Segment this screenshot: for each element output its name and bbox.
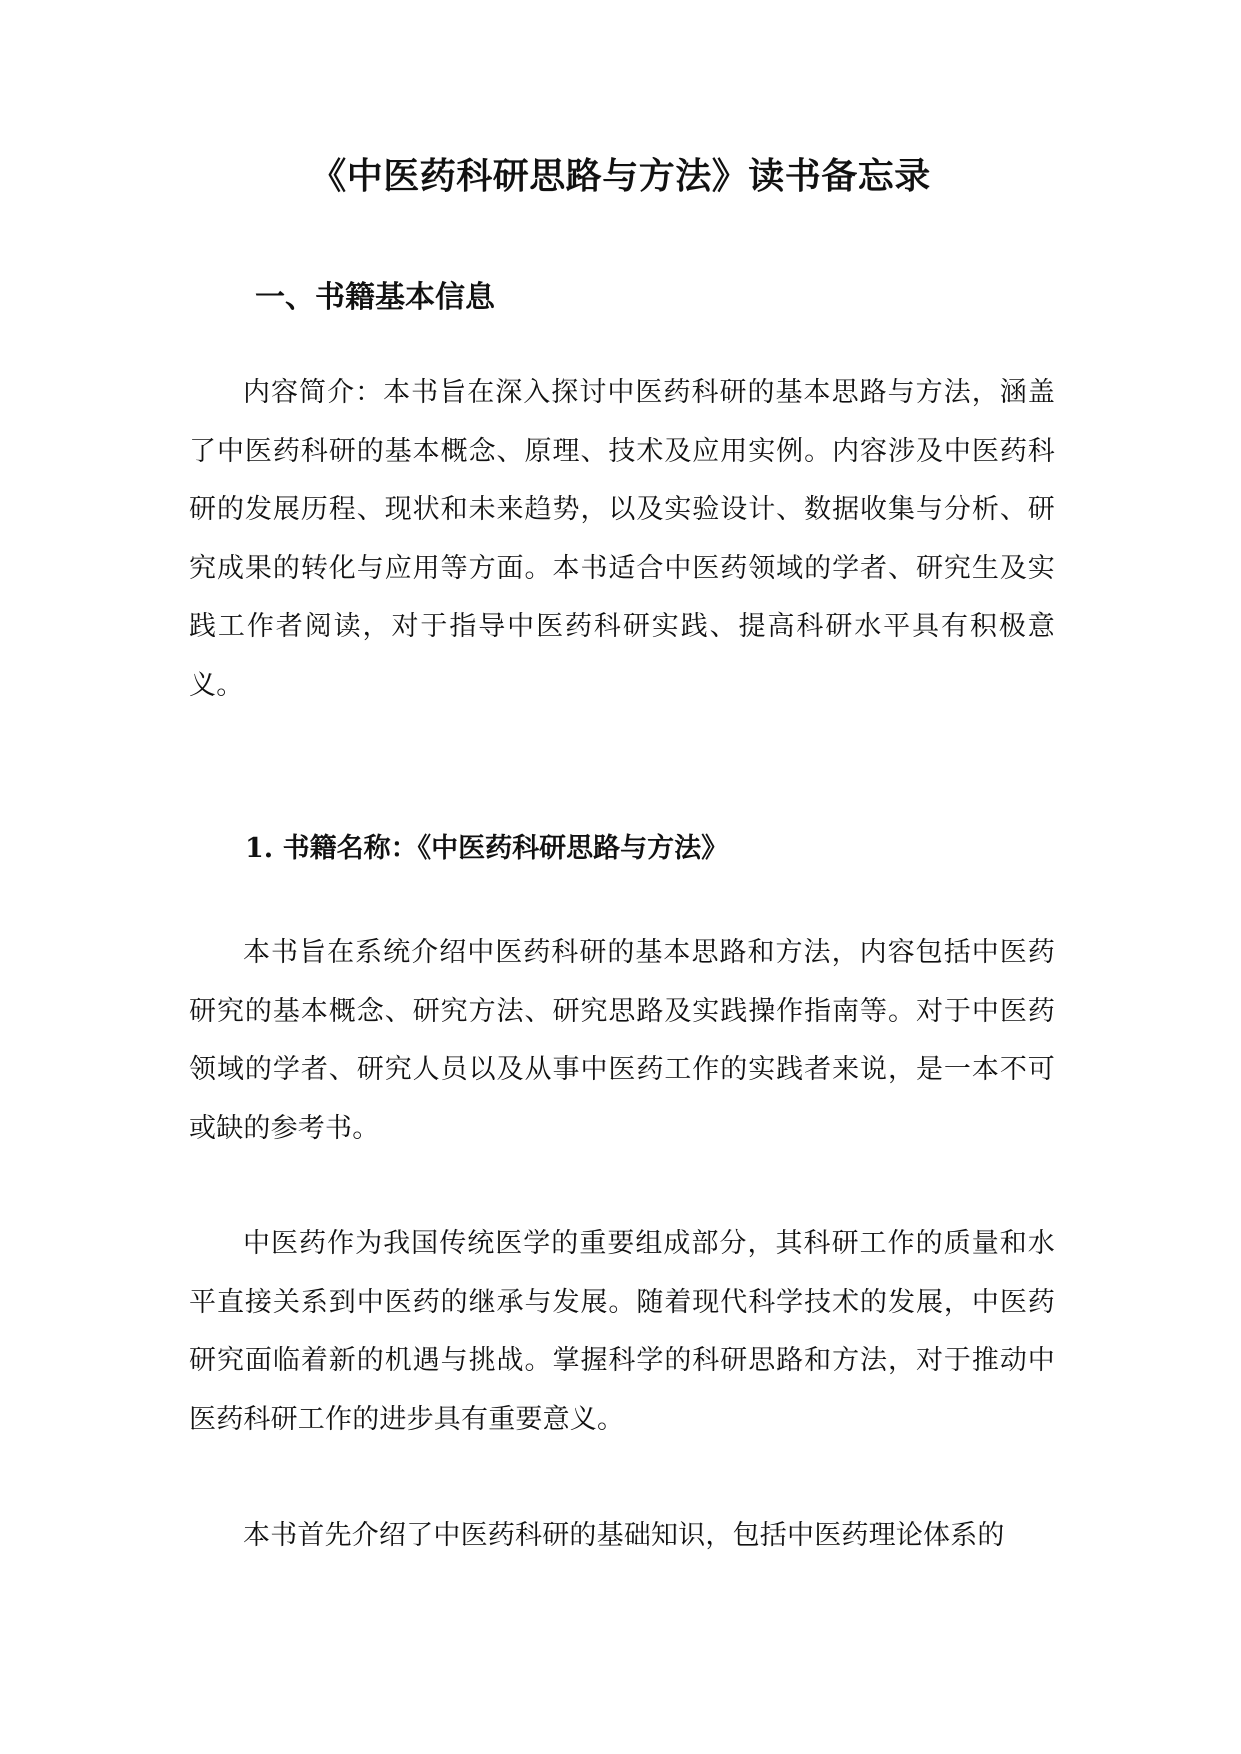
section-heading: 一、书籍基本信息 bbox=[255, 280, 495, 315]
intro-paragraph: 内容简介：本书旨在深入探讨中医药科研的基本思路与方法，涵盖了中医药科研的基本概念、原理、技术及应用实例。内容涉及中医药科研的发展历程、现状和未来趋势，以及实验设计、数据收集与分析、研究成果的转化与应用等方面。本书适合中医药领域的学者、研究生及实践工作者阅读，对于指导中医药科研实践、提高科研水平具有积极意义。 bbox=[189, 377, 1055, 701]
body-paragraph: 本书首先介绍了中医药科研的基础知识，包括中医药理论体系的 bbox=[243, 1520, 1005, 1551]
book-name-heading: 1. 书籍名称：《中医药科研思路与方法》 bbox=[245, 833, 729, 864]
document-title: 《中医药科研思路与方法》读书备忘录 bbox=[310, 155, 931, 197]
body-paragraph: 本书旨在系统介绍中医药科研的基本思路和方法，内容包括中医药研究的基本概念、研究方法、研究思路及实践操作指南等。对于中医药领域的学者、研究人员以及从事中医药工作的实践者来说，是一本不可或缺的参考书。 bbox=[189, 937, 1055, 1144]
body-paragraph: 中医药作为我国传统医学的重要组成部分，其科研工作的质量和水平直接关系到中医药的继承与发展。随着现代科学技术的发展，中医药研究面临着新的机遇与挑战。掌握科学的科研思路和方法，对于推动中医药科研工作的进步具有重要意义。 bbox=[189, 1228, 1055, 1435]
